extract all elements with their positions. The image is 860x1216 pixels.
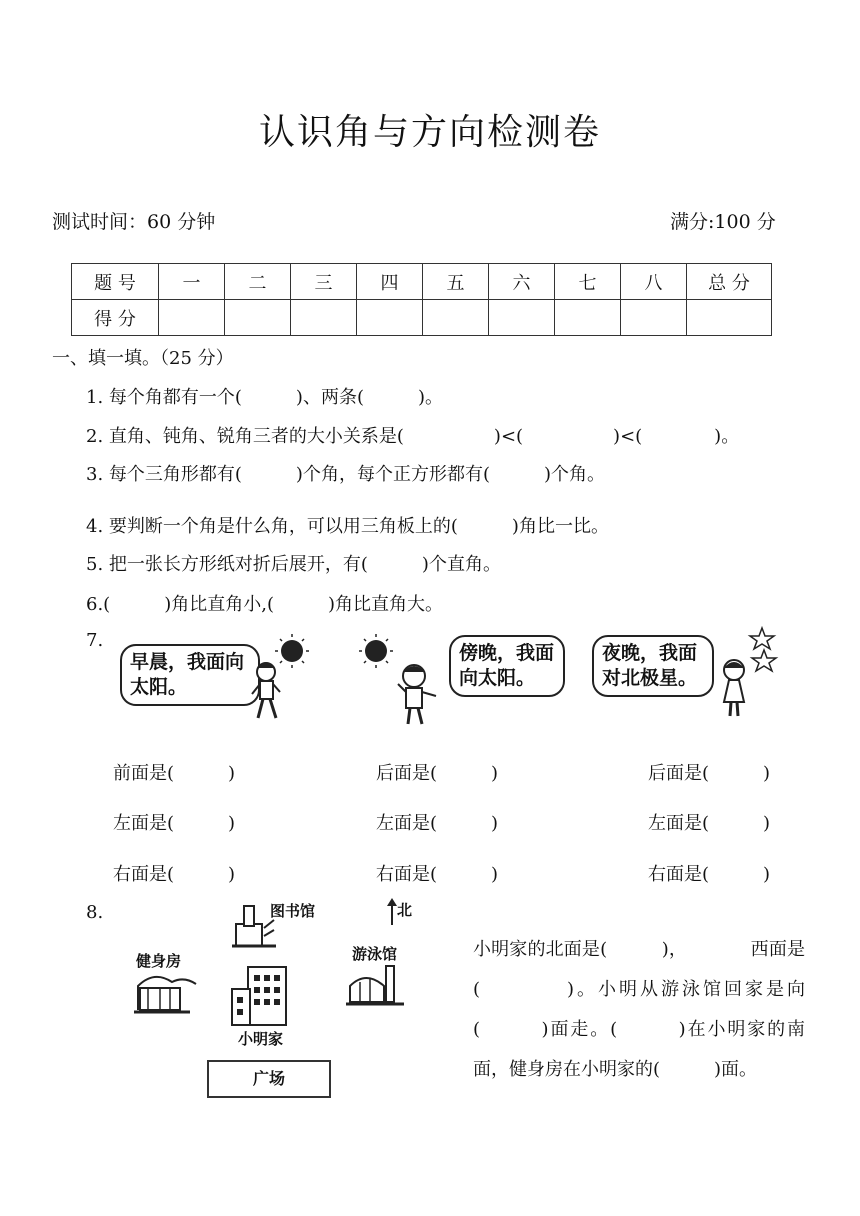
header-cell: 五 — [423, 264, 489, 300]
row-label: 得 分 — [72, 300, 159, 336]
boy-pointing-sun-icon — [356, 632, 452, 726]
question-8-text: 小明家的北面是( )， 西面是( )。小明从游泳馆回家是向( )面走。( )在小明家的南面，健身房在小明家的( )面。 — [473, 939, 805, 1080]
question-6: 6.( )角比直角小,( )角比直角大。 — [86, 594, 443, 615]
header-cell: 六 — [489, 264, 555, 300]
pool-building-icon — [346, 962, 406, 1008]
header-cell: 四 — [357, 264, 423, 300]
q7-col1-front: 前面是( ) — [113, 763, 236, 784]
q7-col2-right: 右面是( ) — [376, 864, 499, 885]
north-label: 北 — [397, 901, 413, 919]
plaza-box: 广场 — [207, 1060, 331, 1098]
score-table-header-row — [72, 264, 772, 300]
page-title: 认识角与方向检测卷 — [258, 112, 601, 153]
speech-bubble-morning: 早晨，我面向太阳。 — [120, 644, 260, 706]
q7-col3-back: 后面是( ) — [648, 763, 771, 784]
q7-col1-left: 左面是( ) — [113, 813, 236, 834]
question-2: 2. 直角、钝角、锐角三者的大小关系是( )<( )<( )。 — [86, 426, 740, 447]
full-score: 满分:100 分 — [670, 211, 776, 233]
gym-label: 健身房 — [136, 952, 182, 970]
q7-col3-left: 左面是( ) — [648, 813, 771, 834]
header-cell: 题 号 — [72, 264, 159, 300]
score-table — [71, 263, 772, 336]
score-cell[interactable] — [555, 300, 621, 336]
library-label: 图书馆 — [270, 902, 316, 920]
score-cell[interactable] — [489, 300, 555, 336]
header-cell: 三 — [291, 264, 357, 300]
q7-col1-right: 右面是( ) — [113, 864, 236, 885]
q7-col2-back: 后面是( ) — [376, 763, 499, 784]
score-cell[interactable] — [357, 300, 423, 336]
question-1: 1. 每个角都有一个( )、两条( )。 — [86, 387, 443, 408]
score-cell[interactable] — [225, 300, 291, 336]
gym-building-icon — [134, 968, 200, 1018]
score-cell[interactable] — [687, 300, 772, 336]
score-cell[interactable] — [621, 300, 687, 336]
score-cell[interactable] — [159, 300, 225, 336]
pool-label: 游泳馆 — [352, 945, 398, 963]
q7-col3-right: 右面是( ) — [648, 864, 771, 885]
question-3: 3. 每个三角形都有( )个角，每个正方形都有( )个角。 — [86, 464, 605, 485]
speech-bubble-night: 夜晚，我面对北极星。 — [592, 635, 714, 697]
xiaoming-home-building-icon — [228, 963, 292, 1027]
q7-col2-left: 左面是( ) — [376, 813, 499, 834]
score-table-score-row — [72, 300, 772, 336]
question-5: 5. 把一张长方形纸对折后展开，有( )个直角。 — [86, 554, 501, 575]
header-cell: 二 — [225, 264, 291, 300]
speech-bubble-evening: 傍晚，我面向太阳。 — [449, 635, 565, 697]
boy-walking-sun-icon — [240, 632, 320, 724]
test-time: 测试时间：60 分钟 — [52, 211, 216, 233]
home-label: 小明家 — [238, 1030, 284, 1048]
score-cell[interactable] — [291, 300, 357, 336]
girl-stars-icon — [706, 626, 782, 718]
header-cell: 总 分 — [687, 264, 772, 300]
section-heading: 一、填一填。（25 分） — [52, 348, 234, 369]
question-8-number: 8. — [86, 902, 104, 923]
header-cell: 八 — [621, 264, 687, 300]
question-7-number: 7. — [86, 630, 104, 651]
score-cell[interactable] — [423, 300, 489, 336]
question-4: 4. 要判断一个角是什么角，可以用三角板上的( )角比一比。 — [86, 516, 609, 537]
header-cell: 七 — [555, 264, 621, 300]
header-cell: 一 — [159, 264, 225, 300]
